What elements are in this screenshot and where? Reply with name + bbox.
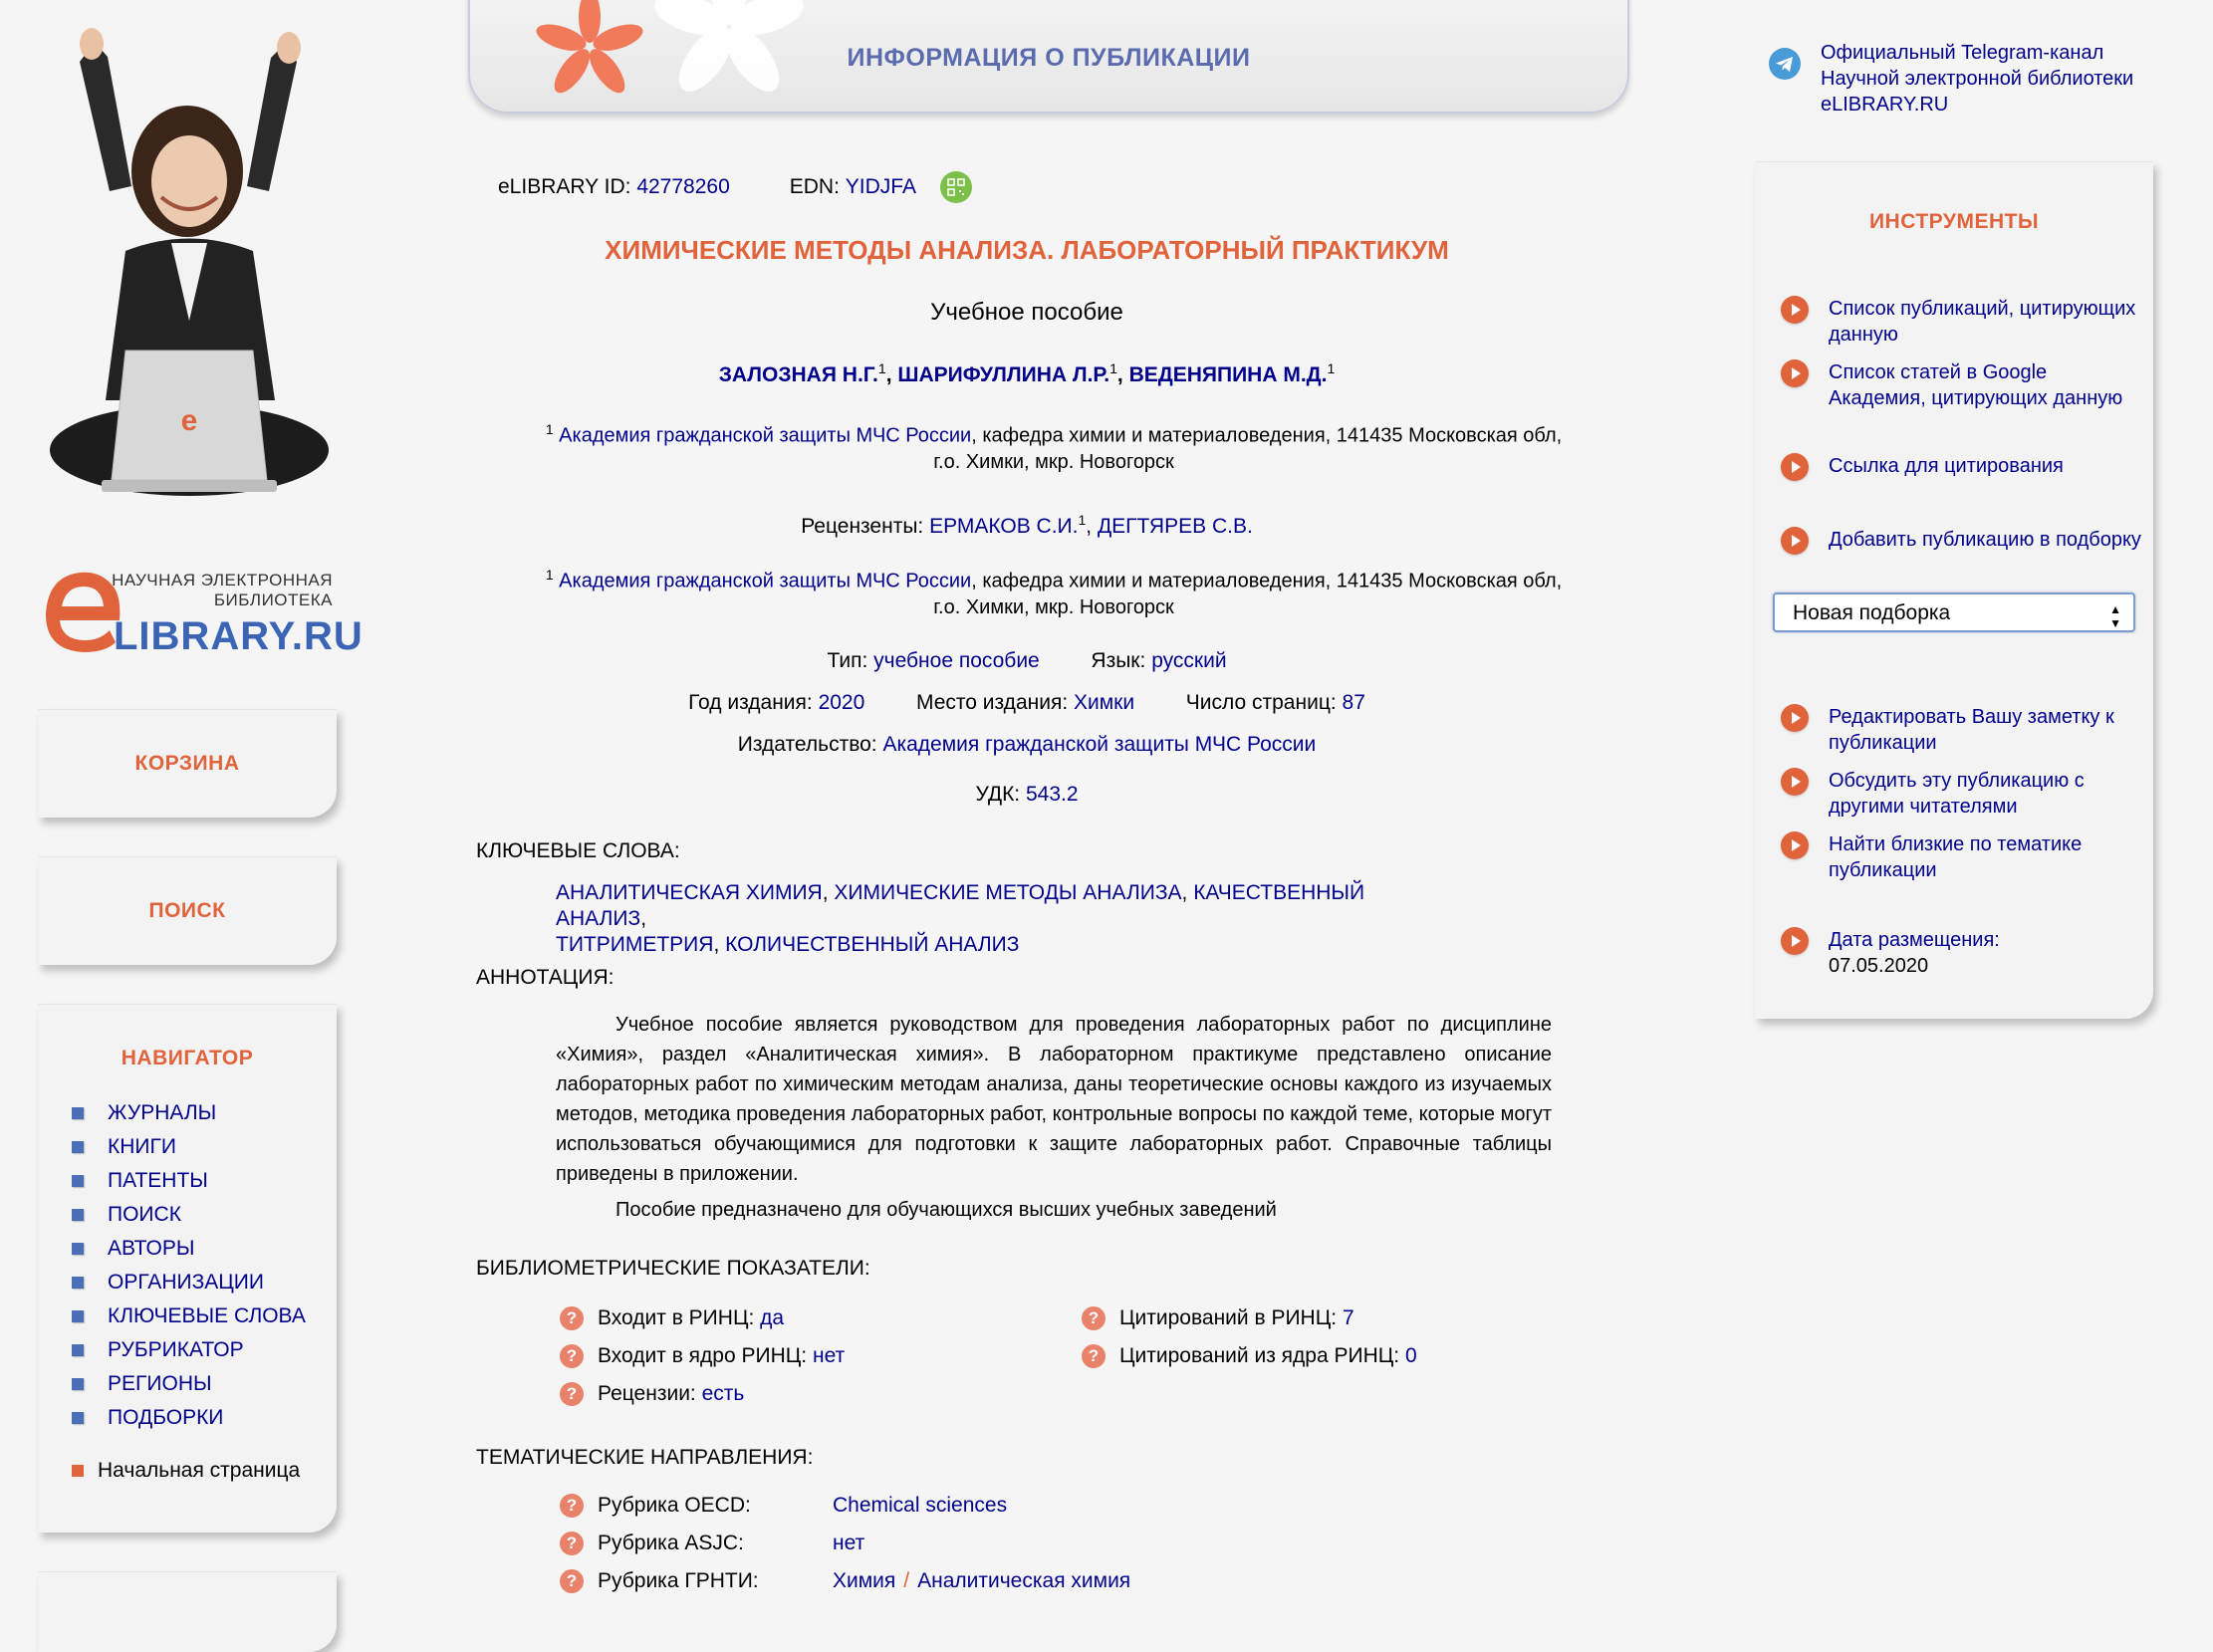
pages-value: 87: [1342, 691, 1365, 714]
reviewer-affiliation: $^1$ Академия гражданской защиты МЧС России, кафедра химии и материаловедения, 141435 Московская обл, г.о. Химки, мкр. Новогорск: [545, 567, 1563, 618]
play-icon: [1781, 768, 1809, 796]
author-link[interactable]: ЗАЛОЗНАЯ Н.Г.: [718, 363, 878, 386]
play-icon: [1781, 704, 1809, 732]
play-icon: [1781, 527, 1809, 555]
rubric-grnti: ? Рубрика ГРНТИ: Химия / Аналитическая химия: [560, 1569, 1130, 1593]
play-icon: [1781, 927, 1809, 955]
tools-panel: [1755, 161, 2153, 1019]
language-value[interactable]: русский: [1151, 649, 1227, 672]
tool-discuss[interactable]: Обсудить эту публикацию с другими читателями: [1781, 768, 2147, 820]
affiliation-org-link[interactable]: Академия гражданской защиты МЧС России: [559, 570, 972, 592]
play-icon: [1781, 831, 1809, 859]
publication-title: ХИМИЧЕСКИЕ МЕТОДЫ АНАЛИЗА. ЛАБОРАТОРНЫЙ ПРАКТИКУМ: [605, 235, 1449, 265]
cart-link[interactable]: КОРЗИНА: [134, 752, 240, 775]
left-extra-panel: [38, 1571, 337, 1652]
bullet-icon: [72, 1209, 84, 1221]
navigator-title: НАВИГАТОР: [121, 1047, 254, 1069]
elibrary-id-label: eLIBRARY ID:: [498, 175, 631, 198]
collection-select[interactable]: Новая подборка ▲ ▼: [1773, 592, 2135, 632]
bullet-icon: [72, 1175, 84, 1187]
nav-item-rubricator[interactable]: РУБРИКАТОР: [72, 1333, 337, 1367]
keyword-link[interactable]: КАЧЕСТВЕННЫЙ АНАЛИЗ: [556, 881, 1365, 930]
search-panel[interactable]: [38, 856, 337, 965]
bib-reviews: ? Рецензии: есть: [560, 1382, 744, 1406]
bullet-icon: [72, 1310, 84, 1322]
logo-tagline: НАУЧНАЯ ЭЛЕКТРОННАЯ БИБЛИОТЕКА: [112, 571, 333, 609]
help-icon[interactable]: ?: [560, 1532, 584, 1555]
help-icon[interactable]: ?: [560, 1344, 584, 1368]
thematic-heading: ТЕМАТИЧЕСКИЕ НАПРАВЛЕНИЯ:: [476, 1446, 814, 1469]
keywords-heading: КЛЮЧЕВЫЕ СЛОВА:: [476, 839, 680, 862]
bullet-icon: [72, 1465, 84, 1477]
bullet-icon: [72, 1378, 84, 1390]
type-value[interactable]: учебное пособие: [873, 649, 1040, 672]
telegram-channel-link[interactable]: Официальный Telegram-канал Научной электронной библиотеки eLIBRARY.RU: [1769, 40, 2139, 118]
publisher-link[interactable]: Академия гражданской защиты МЧС России: [882, 733, 1317, 756]
nav-item-patents[interactable]: ПАТЕНТЫ: [72, 1164, 337, 1198]
bibliometrics-heading: БИБЛИОМЕТРИЧЕСКИЕ ПОКАЗАТЕЛИ:: [476, 1257, 870, 1280]
help-icon[interactable]: ?: [560, 1494, 584, 1518]
rubric-asjc: ? Рубрика ASJC: нет: [560, 1532, 864, 1555]
play-icon: [1781, 296, 1809, 324]
affiliation-org-link[interactable]: Академия гражданской защиты МЧС России: [559, 424, 972, 447]
nav-item-journals[interactable]: ЖУРНАЛЫ: [72, 1096, 337, 1130]
nav-item-regions[interactable]: РЕГИОНЫ: [72, 1367, 337, 1401]
place-value[interactable]: Химки: [1074, 691, 1135, 714]
help-icon[interactable]: ?: [560, 1569, 584, 1593]
nav-item-books[interactable]: КНИГИ: [72, 1130, 337, 1164]
publication-subtitle: Учебное пособие: [930, 299, 1123, 326]
tool-citation-link[interactable]: Ссылка для цитирования: [1781, 453, 2147, 481]
hero-illustration: [40, 22, 339, 520]
page-title: ИНФОРМАЦИЯ О ПУБЛИКАЦИИ: [847, 44, 1251, 72]
logo-wordmark: LIBRARY.RU: [114, 614, 364, 658]
publication-ids: [498, 171, 972, 203]
play-icon: [1781, 359, 1809, 387]
help-icon[interactable]: ?: [1082, 1344, 1106, 1368]
reviewer-link[interactable]: ЕРМАКОВ С.И.: [929, 515, 1079, 538]
keyword-link[interactable]: ТИТРИМЕТРИЯ: [556, 933, 714, 956]
bullet-icon: [72, 1141, 84, 1153]
bib-citations-core: ? Цитирований из ядра РИНЦ: 0: [1082, 1344, 1417, 1368]
tool-google-scholar[interactable]: Список статей в Google Академия, цитирующих данную: [1781, 359, 2147, 411]
search-link[interactable]: ПОИСК: [148, 899, 226, 922]
keyword-link[interactable]: ХИМИЧЕСКИЕ МЕТОДЫ АНАЛИЗА: [834, 881, 1182, 904]
annotation-text: Учебное пособие является руководством для проведения лабораторных работ по дисциплине «Химия», раздел «Аналитическая химия». В лабораторном практикуме представлено описание лабораторных работ по химическим методам анализа, даны теоретические основы каждого из изучаемых методов, методика проведения лабораторных работ, контрольные вопросы по каждой теме, которые могут использоваться обучающимися для подготовки к защите лабораторных работ. Справочные таблицы приведены в приложении. Пособие предназначено для обучающихся высших учебных заведений: [556, 1014, 1552, 1221]
author-link[interactable]: ВЕДЕНЯПИНА М.Д.: [1128, 363, 1328, 386]
elibrary-id-value[interactable]: 42778260: [636, 175, 730, 198]
cart-panel[interactable]: [38, 709, 337, 818]
telegram-icon: [1769, 48, 1801, 80]
meta-udk: УДК: 543.2: [975, 783, 1079, 806]
annotation-heading: АННОТАЦИЯ:: [476, 966, 615, 989]
help-icon[interactable]: ?: [560, 1306, 584, 1330]
keywords-list: АНАЛИТИЧЕСКАЯ ХИМИЯ, ХИМИЧЕСКИЕ МЕТОДЫ АНАЛИЗА, КАЧЕСТВЕННЫЙ АНАЛИЗ, ТИТРИМЕТРИЯ, КОЛИЧЕСТВЕННЫЙ АНАЛИЗ: [556, 881, 1365, 956]
author-link[interactable]: ШАРИФУЛЛИНА Л.Р.: [897, 363, 1110, 386]
elibrary-logo[interactable]: [40, 563, 364, 662]
date-posted-value: 07.05.2020: [1829, 955, 1929, 977]
bib-rinc: ? Входит в РИНЦ: да: [560, 1306, 784, 1330]
authors-list: ЗАЛОЗНАЯ Н.Г.$^1$, ШАРИФУЛЛИНА Л.Р.$^1$, ВЕДЕНЯПИНА М.Д.$^1$: [718, 360, 1336, 386]
page-header: [468, 0, 1629, 114]
nav-item-collections[interactable]: ПОДБОРКИ: [72, 1401, 337, 1435]
udk-link[interactable]: 543.2: [1025, 783, 1079, 806]
nav-item-organizations[interactable]: ОРГАНИЗАЦИИ: [72, 1266, 337, 1299]
qr-code-icon[interactable]: [940, 171, 972, 203]
tool-citing-publications[interactable]: Список публикаций, цитирующих данную: [1781, 296, 2147, 348]
bullet-icon: [72, 1344, 84, 1356]
bullet-icon: [72, 1277, 84, 1289]
help-icon[interactable]: ?: [1082, 1306, 1106, 1330]
rubric-oecd: ? Рубрика OECD: Chemical sciences: [560, 1494, 1007, 1518]
bullet-icon: [72, 1412, 84, 1424]
tool-similar[interactable]: Найти близкие по тематике публикации: [1781, 831, 2147, 883]
meta-type-language: Тип: учебное пособие Язык: русский: [827, 649, 1227, 672]
help-icon[interactable]: ?: [560, 1382, 584, 1406]
nav-item-keywords[interactable]: КЛЮЧЕВЫЕ СЛОВА: [72, 1299, 337, 1333]
edn-value[interactable]: YIDJFA: [845, 175, 916, 198]
nav-item-authors[interactable]: АВТОРЫ: [72, 1232, 337, 1266]
bullet-icon: [72, 1107, 84, 1119]
meta-year-place-pages: Год издания: 2020 Место издания: Химки Число страниц: 87: [688, 691, 1365, 714]
bullet-icon: [72, 1243, 84, 1255]
select-arrows-icon: ▲ ▼: [2109, 602, 2121, 630]
svg-text:e: e: [180, 404, 198, 437]
tool-add-to-collection[interactable]: Добавить публикацию в подборку: [1781, 527, 2147, 555]
bib-rinc-core: ? Входит в ядро РИНЦ: нет: [560, 1344, 845, 1368]
keyword-link[interactable]: КОЛИЧЕСТВЕННЫЙ АНАЛИЗ: [725, 933, 1020, 956]
tool-edit-note[interactable]: Редактировать Вашу заметку к публикации: [1781, 704, 2147, 756]
bib-citations: ? Цитирований в РИНЦ: 7: [1082, 1306, 1354, 1330]
nav-item-home[interactable]: Начальная страница: [72, 1459, 300, 1483]
nav-item-search[interactable]: ПОИСК: [72, 1198, 337, 1232]
keyword-link[interactable]: АНАЛИТИЧЕСКАЯ ХИМИЯ: [556, 881, 823, 904]
tools-title: ИНСТРУМЕНТЫ: [1868, 210, 2040, 233]
meta-publisher: Издательство: Академия гражданской защиты МЧС России: [737, 733, 1317, 756]
navigator-list: [38, 1096, 337, 1435]
year-value[interactable]: 2020: [818, 691, 865, 714]
navigator-panel: [38, 1004, 337, 1533]
reviewers: Рецензенты: ЕРМАКОВ С.И.$^1$, ДЕГТЯРЕВ С.В.: [801, 512, 1253, 538]
reviewer-link[interactable]: ДЕГТЯРЕВ С.В.: [1097, 515, 1253, 538]
author-affiliation: $^1$ Академия гражданской защиты МЧС России, кафедра химии и материаловедения, 141435 Московская обл, г.о. Химки, мкр. Новогорск: [545, 421, 1563, 473]
tool-date-posted: Дата размещения: 07.05.2020: [1781, 927, 2147, 979]
play-icon: [1781, 453, 1809, 481]
edn-label: EDN:: [789, 175, 840, 198]
